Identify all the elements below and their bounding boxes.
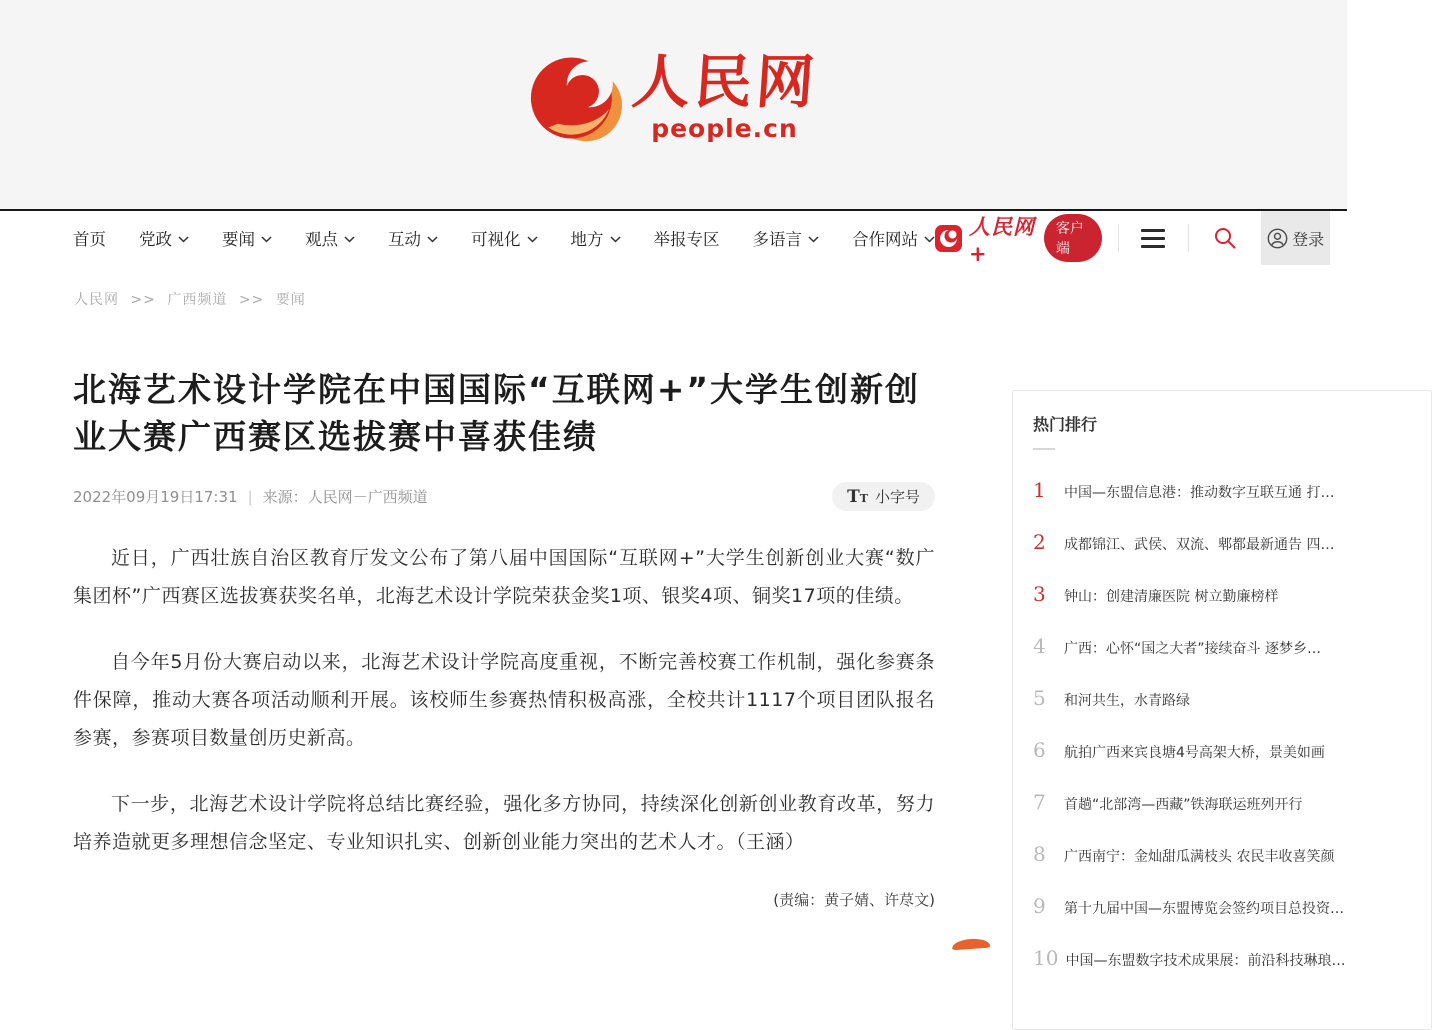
font-size-button-label: 小字号 xyxy=(874,489,920,506)
title-underline xyxy=(1033,448,1055,450)
meta-divider: | xyxy=(247,487,253,506)
nav-item-visualization[interactable] xyxy=(471,226,538,250)
breadcrumb-separator: >> xyxy=(238,292,265,308)
ranking-item-link[interactable]: 首趟“北部湾—西藏”铁海联运班列开行 xyxy=(1064,797,1303,813)
nav-item-opinion[interactable] xyxy=(305,226,355,250)
nav-right-cluster xyxy=(935,211,1347,265)
ranking-item[interactable] xyxy=(1033,740,1431,762)
nav-item-news[interactable] xyxy=(222,226,272,250)
breadcrumb-channel[interactable]: 广西频道 xyxy=(167,292,228,308)
ranking-item[interactable] xyxy=(1033,688,1431,710)
people-globe-icon xyxy=(529,52,621,144)
ranking-item-link[interactable]: 中国—东盟信息港：推动数字互联互通 打… xyxy=(1064,485,1335,501)
chevron-down-icon xyxy=(924,236,935,243)
rank-number: 10 xyxy=(1033,946,1059,970)
source-link[interactable]: 人民网－广西频道 xyxy=(307,488,428,506)
ranking-item[interactable] xyxy=(1033,636,1431,658)
rank-number: 7 xyxy=(1033,790,1046,814)
nav-item-multilingual[interactable] xyxy=(753,226,820,250)
people-plus-app-icon xyxy=(935,225,962,252)
font-size-icon: TT xyxy=(847,486,868,507)
logo-domain-text: people.cn xyxy=(651,113,798,143)
article-body xyxy=(73,539,935,861)
ranking-item-link[interactable]: 第十九届中国—东盟博览会签约项目总投资… xyxy=(1064,901,1344,917)
people-cn-logo[interactable] xyxy=(529,48,820,144)
source-label: 来源： xyxy=(262,488,308,506)
chevron-down-icon xyxy=(178,236,189,243)
login-button[interactable] xyxy=(1261,211,1330,265)
article-paragraph: 下一步，北海艺术设计学院将总结比赛经验，强化多方协同，持续深化创新创业教育改革，努力培养造就更多理想信念坚定、专业知识扎实、创新创业能力突出的艺术人才。（王涵） xyxy=(73,793,935,853)
nav-item-label: 要闻 xyxy=(222,230,255,249)
search-button[interactable] xyxy=(1213,226,1237,250)
ranking-item[interactable] xyxy=(1033,480,1431,502)
ranking-item[interactable] xyxy=(1033,584,1431,606)
ranking-item-link[interactable]: 中国—东盟数字技术成果展：前沿科技琳琅… xyxy=(1065,953,1346,969)
article-paragraph: 自今年5月份大赛启动以来，北海艺术设计学院高度重视，不断完善校赛工作机制，强化参赛条件保障，推动大赛各项活动顺利开展。该校师生参赛热情积极高涨，全校共计1117个项目团队报名参赛，参赛项目数量创历史新高。 xyxy=(73,651,935,749)
hot-ranking-list xyxy=(1033,480,1431,970)
nav-item-interact[interactable] xyxy=(388,226,438,250)
rank-number: 1 xyxy=(1033,478,1046,502)
nav-item-report-zone[interactable] xyxy=(654,226,720,250)
search-icon xyxy=(1213,226,1237,250)
nav-divider xyxy=(1188,224,1189,252)
nav-item-label: 观点 xyxy=(305,230,338,249)
nav-item-label: 地方 xyxy=(570,230,604,249)
breadcrumb-separator: >> xyxy=(130,292,156,308)
nav-item-label: 互动 xyxy=(388,230,421,249)
font-size-button[interactable] xyxy=(832,482,935,511)
nav-divider xyxy=(1118,224,1119,252)
login-label: 登录 xyxy=(1292,229,1325,249)
people-app-badge[interactable] xyxy=(935,211,1102,266)
ranking-item-link[interactable]: 航拍广西来宾良塘4号高架大桥，景美如画 xyxy=(1064,745,1325,761)
ranking-item-link[interactable]: 广西南宁：金灿甜瓜满枝头 农民丰收喜笑颜 xyxy=(1064,849,1335,865)
nav-item-label: 举报专区 xyxy=(653,230,720,249)
breadcrumb xyxy=(74,289,306,309)
nav-item-label: 合作网站 xyxy=(852,230,918,249)
ranking-item-link[interactable]: 成都锦江、武侯、双流、郫都最新通告 四… xyxy=(1064,537,1335,553)
ranking-item[interactable] xyxy=(1033,792,1431,814)
user-icon xyxy=(1267,228,1288,249)
breadcrumb-home[interactable]: 人民网 xyxy=(74,292,119,308)
nav-item-label: 可视化 xyxy=(471,230,521,249)
hot-ranking-panel xyxy=(1012,390,1432,1030)
app-badge-brand-text: 人民网+ xyxy=(969,213,1035,266)
chevron-down-icon xyxy=(261,236,272,243)
menu-hamburger-icon[interactable] xyxy=(1141,229,1165,248)
rank-number: 3 xyxy=(1033,582,1046,606)
nav-item-party[interactable] xyxy=(139,226,189,250)
rank-number: 8 xyxy=(1033,842,1046,866)
chevron-down-icon xyxy=(610,236,621,243)
logo-chinese-text: 人民网 xyxy=(629,48,820,116)
app-badge-client-pill: 客户端 xyxy=(1044,214,1102,262)
article-paragraph: 近日，广西壮族自治区教育厅发文公布了第八届中国国际“互联网+”大学生创新创业大赛“数广集团杯”广西赛区选拔赛获奖名单，北海艺术设计学院荣获金奖1项、银奖4项、铜奖17项的佳绩。 xyxy=(73,547,935,607)
article-title: 北海艺术设计学院在中国国际“互联网+”大学生创新创业大赛广西赛区选拔赛中喜获佳绩 xyxy=(73,370,921,456)
chevron-down-icon xyxy=(527,236,538,243)
nav-item-home[interactable] xyxy=(73,226,106,250)
nav-item-partner-sites[interactable] xyxy=(852,226,935,250)
rank-number: 9 xyxy=(1033,894,1046,918)
rank-number: 2 xyxy=(1033,530,1046,554)
hot-ranking-title: 热门排行 xyxy=(1033,415,1098,434)
chevron-down-icon xyxy=(344,236,355,243)
rank-number: 6 xyxy=(1033,738,1046,762)
ranking-item[interactable] xyxy=(1033,844,1431,866)
site-header xyxy=(0,0,1347,209)
partial-logo-swoosh xyxy=(952,938,991,951)
publish-date: 2022年09月19日17:31 xyxy=(73,488,238,506)
main-navbar xyxy=(0,209,1347,265)
ranking-item-link[interactable]: 钟山：创建清廉医院 树立勤廉榜样 xyxy=(1064,589,1279,605)
ranking-item-link[interactable]: 广西：心怀“国之大者”接续奋斗 逐梦乡… xyxy=(1064,641,1321,657)
ranking-item[interactable] xyxy=(1033,896,1431,918)
article-meta-row xyxy=(73,482,935,511)
ranking-item-link[interactable]: 和河共生，水青路绿 xyxy=(1064,693,1190,709)
nav-item-label: 首页 xyxy=(73,230,106,249)
breadcrumb-section[interactable]: 要闻 xyxy=(275,292,306,308)
editor-note: (责编：黄子婧、许荩文) xyxy=(773,891,935,909)
nav-list xyxy=(73,226,935,250)
ranking-item[interactable] xyxy=(1033,532,1431,554)
rank-number: 5 xyxy=(1033,686,1046,710)
nav-item-label: 多语言 xyxy=(752,230,802,249)
ranking-item[interactable] xyxy=(1033,948,1431,970)
nav-item-local[interactable] xyxy=(571,226,621,250)
chevron-down-icon xyxy=(427,236,438,243)
chevron-down-icon xyxy=(808,236,819,243)
article xyxy=(73,366,935,910)
nav-item-label: 党政 xyxy=(139,230,172,249)
rank-number: 4 xyxy=(1033,634,1046,658)
